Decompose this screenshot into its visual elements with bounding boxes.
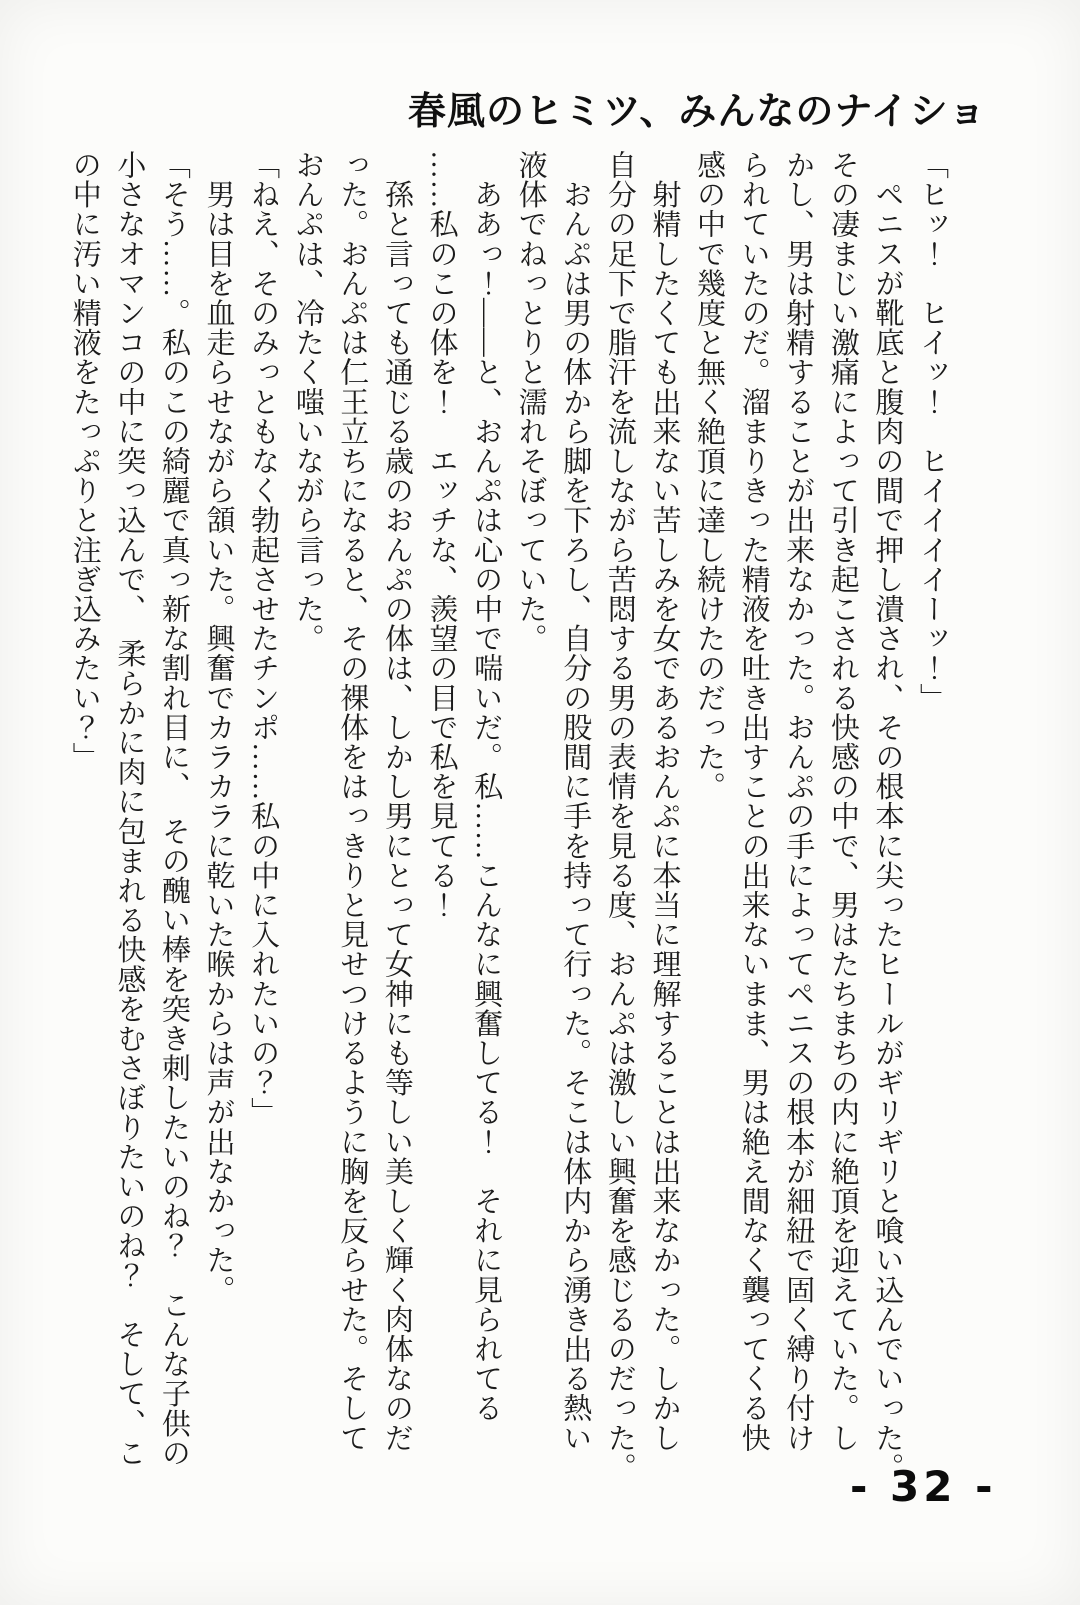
body-text [60,150,954,1528]
text-column: おんぷは男の体から脚を下ろし、自分の股間に手を持って行った。そこは体内から湧き出る熱い [559,150,592,1453]
page-title: 春風のヒミツ、みんなのナイショ [408,91,987,133]
text-column: 感の中で幾度と無く絶頂に達し続けたのだった。 [693,150,726,802]
text-column: 液体でねっとりと濡れそぼっていた。 [514,150,547,654]
text-column: 「ヒッ！ ヒイッ！ ヒイイイイーッ！」 [916,150,948,713]
text-column: かし、男は射精することが出来なかった。おんぷの手によってペニスの根本が細紐で固く縛り付け [782,150,815,1453]
text-column: 小さなオマンコの中に突っ込んで、 柔らかに肉に包まれる快感をむさぼりたいのね？ そして、こ [113,150,146,1468]
text-column: その凄まじい激痛によって引き起こされる快感の中で、男はたちまちの内に絶頂を迎えていた。し [826,150,859,1453]
text-column: 男は目を血走らせながら頷いた。興奮でカラカラに乾いた喉からは声が出なかった。 [202,150,235,1305]
text-column: 孫と言っても通じる歳のおんぷの体は、しかし男にとって女神にも等しい美しく輝く肉体なのだ [380,150,413,1453]
text-column: った。おんぷは仁王立ちになると、その裸体をはっきりと見せつけるように胸を反らせた。そして [336,150,369,1453]
page-number: - 32 - [850,1462,997,1511]
text-column: 「ねえ、そのみっともなく勃起させたチンポ……私の中に入れたいの？」 [247,150,280,1127]
text-column: 自分の足下で脂汗を流しながら苦悶する男の表情を見る度、おんぷは激しい興奮を感じるのだった。 [603,150,636,1482]
text-column: 射精したくても出来ない苦しみを女であるおんぷに本当に理解することは出来なかった。しかし [648,150,681,1453]
text-column: おんぷは、冷たく嗤いながら言った。 [291,150,324,654]
text-column: 「そう……。私のこの綺麗で真っ新な割れ目に、 その醜い棒を突き刺したいのね？ こんな子供の [157,150,190,1468]
text-column: ペニスが靴底と腹肉の間で押し潰され、その根本に尖ったヒールがギリギリと喰い込んでいった。 [871,150,904,1482]
text-column: ……私のこの体を！ エッチな、羨望の目で私を見てる！ [425,150,458,920]
text-column: ああっ！――と、おんぷは心の中で喘いだ。私……こんなに興奮してる！ それに見られてる [470,150,503,1423]
text-column: の中に汚い精液をたっぷりと注ぎ込みたい？」 [68,150,101,772]
text-column: られていたのだ。溜まりきった精液を吐き出すことの出来ないまま、男は絶え間なく襲ってくる快 [737,150,770,1453]
